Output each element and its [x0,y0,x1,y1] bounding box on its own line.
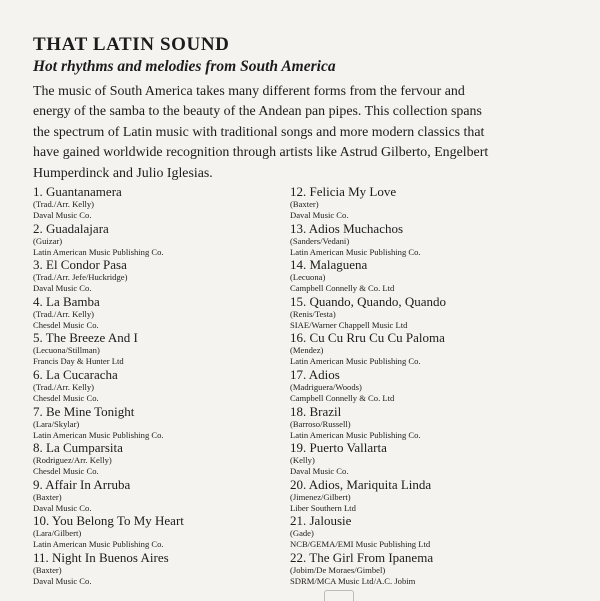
track-writers: (Mendez) [290,345,324,356]
album-subtitle: Hot rhythms and melodies from South America [33,58,336,75]
tracklist-left-column [33,184,293,587]
track-title: 16. Cu Cu Rru Cu Cu Paloma [290,330,445,346]
track-writers: (Lara/Gilbert) [33,528,82,539]
track-writers: (Lecuona/Stillman) [33,345,100,356]
track-publisher: Chesdel Music Co. [33,319,99,330]
intro-paragraph [33,82,589,184]
track-item [33,513,293,550]
track-writers: (Renis/Testa) [290,308,336,319]
track-title: 13. Adios Muchachos [290,220,404,236]
track-item [33,184,293,221]
track-publisher: Latin American Music Publishing Co. [290,429,421,440]
track-item [290,404,550,441]
track-title: 20. Adios, Mariquita Linda [290,476,432,492]
track-item [33,257,293,294]
track-writers: (Baxter) [33,564,62,575]
track-publisher: Latin American Music Publishing Co. [33,429,164,440]
track-publisher: Chesdel Music Co. [33,392,99,403]
track-publisher: Chesdel Music Co. [33,466,99,477]
track-writers: (Lara/Skylar) [33,418,80,429]
intro-line: The music of South America takes many different forms from the fervour and [33,84,465,99]
track-writers: (Kelly) [290,455,315,466]
track-publisher: Daval Music Co. [33,283,92,294]
track-title: 5. The Breeze And I [33,330,138,346]
track-publisher: Francis Day & Hunter Ltd [33,356,124,367]
track-item [290,184,550,221]
track-writers: (Jimenez/Gilbert) [290,491,351,502]
track-writers: (Jobim/De Moraes/Gimbel) [290,564,386,575]
track-item [290,477,550,514]
track-title: 7. Be Mine Tonight [33,403,135,419]
track-item [33,440,293,477]
track-title: 17. Adios [290,366,340,382]
track-publisher: Daval Music Co. [33,575,92,586]
track-item [290,294,550,331]
track-publisher: SDRM/MCA Music Ltd/A.C. Jobim [290,575,416,586]
track-title: 12. Felicia My Love [290,184,397,199]
track-publisher: Campbell Connelly & Co. Ltd [290,392,395,403]
intro-line: energy of the samba to the beauty of the Andean pan pipes. This collection spans [33,104,482,120]
track-item [33,294,293,331]
track-title: 19. Puerto Vallarta [290,440,387,456]
intro-line: Humperdinck and Julio Iglesias. [33,165,213,181]
track-publisher: Campbell Connelly & Co. Ltd [290,283,395,294]
track-writers: (Rodriguez/Arr. Kelly) [33,455,112,466]
track-item [290,221,550,258]
track-writers: (Baxter) [290,199,319,209]
track-item [290,257,550,294]
track-publisher: NCB/GEMA/EMI Music Publishing Ltd [290,539,431,550]
track-item [33,404,293,441]
track-writers: (Madriguera/Woods) [290,381,362,392]
album-title: THAT LATIN SOUND [33,34,230,55]
track-item [33,477,293,514]
track-publisher: Daval Music Co. [290,210,349,220]
track-title: 22. The Girl From Ipanema [290,549,434,565]
track-item [290,513,550,550]
track-title: 10. You Belong To My Heart [33,513,184,529]
track-item [33,367,293,404]
track-writers: (Sanders/Vedani) [290,235,350,246]
track-title: 8. La Cumparsita [33,440,123,456]
track-item [290,330,550,367]
track-publisher: Daval Music Co. [33,210,92,220]
track-writers: (Trad./Arr. Jefe/Huckridge) [33,272,128,283]
track-item [33,550,293,587]
track-publisher: Latin American Music Publishing Co. [290,356,421,367]
track-writers: (Trad./Arr. Kelly) [33,199,95,209]
track-title: 2. Guadalajara [33,220,109,236]
track-writers: (Guizar) [33,235,63,246]
booklet-tab-mark [324,590,354,601]
track-publisher: Latin American Music Publishing Co. [33,246,164,257]
track-publisher: Latin American Music Publishing Co. [33,539,164,550]
intro-line: have gained worldwide recognition through artists like Astrud Gilberto, Engelbert [33,145,489,161]
track-item [290,367,550,404]
track-title: 4. La Bamba [33,293,100,309]
track-publisher: SIAE/Warner Chappell Music Ltd [290,319,408,330]
track-writers: (Baxter) [33,491,62,502]
track-title: 1. Guantanamera [33,184,122,199]
intro-line: the spectrum of Latin music with traditional songs and more modern classics that [33,124,485,140]
track-item [290,440,550,477]
track-publisher: Latin American Music Publishing Co. [290,246,421,257]
track-publisher: Daval Music Co. [33,502,92,513]
track-title: 14. Malaguena [290,257,368,273]
track-writers: (Trad./Arr. Kelly) [33,381,95,392]
track-title: 11. Night In Buenos Aires [33,549,169,565]
track-writers: (Trad./Arr. Kelly) [33,308,95,319]
track-writers: (Barroso/Russell) [290,418,351,429]
track-title: 9. Affair In Arruba [33,476,131,492]
track-item [33,221,293,258]
track-writers: (Gade) [290,528,314,539]
track-writers: (Lecuona) [290,272,326,283]
track-publisher: Daval Music Co. [290,466,349,477]
track-publisher: Liber Southern Ltd [290,502,356,513]
track-item [33,330,293,367]
track-title: 15. Quando, Quando, Quando [290,293,446,309]
track-title: 6. La Cucaracha [33,366,118,382]
tracklist-right-column [290,184,550,587]
track-item [290,550,550,587]
track-title: 18. Brazil [290,403,342,419]
track-title: 21. Jalousie [290,513,352,529]
track-title: 3. El Condor Pasa [33,257,127,273]
